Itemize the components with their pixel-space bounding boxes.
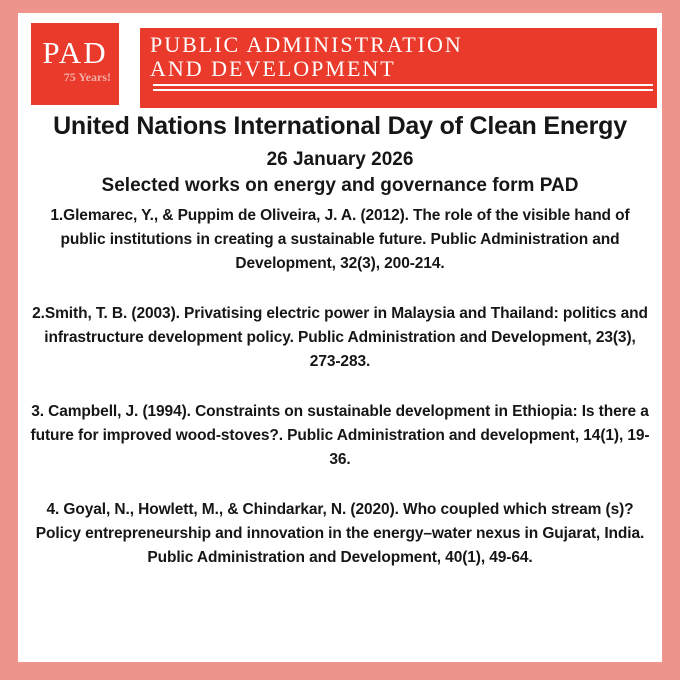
reference-item: 1.Glemarec, Y., & Puppim de Oliveira, J. A. (2012). The role of the visible hand of public institutions in creating a sustainable future. Public Administration and Development, 32(3), 200-214. xyxy=(50,207,630,272)
reference-item: 2.Smith, T. B. (2003). Privatising electric power in Malaysia and Thailand: politics and infrastructure development policy. Public Administration and Development, 23(3), 273-283. xyxy=(32,305,648,370)
pad-logo xyxy=(31,23,119,105)
reference-item: 3. Campbell, J. (1994). Constraints on sustainable development in Ethiopia: Is there a future for improved wood-stoves?. Public Administration and development, 14(1), 19-36. xyxy=(30,403,650,468)
event-date: 26 January 2026 xyxy=(266,149,414,170)
reference-item: 4. Goyal, N., Howlett, M., & Chindarkar, N. (2020). Who coupled which stream (s)? Policy entrepreneurship and innovation in the energy–water nexus in Gujarat, India. Public Administration and Development, 40(1), 49-64. xyxy=(35,501,645,566)
journal-banner xyxy=(140,28,657,108)
poster-canvas xyxy=(18,13,662,662)
banner-double-underline xyxy=(153,84,653,91)
journal-header xyxy=(18,13,662,108)
page-subtitle: Selected works on energy and governance form PAD xyxy=(101,175,579,196)
pad-logo-acronym: PAD xyxy=(42,35,108,70)
pad-logo-tagline: 75 Years! xyxy=(63,70,111,84)
reference-list xyxy=(18,204,662,570)
journal-banner-line2: AND DEVELOPMENT xyxy=(150,56,396,81)
journal-banner-line1: PUBLIC ADMINISTRATION xyxy=(150,32,463,57)
page-title: United Nations International Day of Clean Energy xyxy=(53,112,627,140)
